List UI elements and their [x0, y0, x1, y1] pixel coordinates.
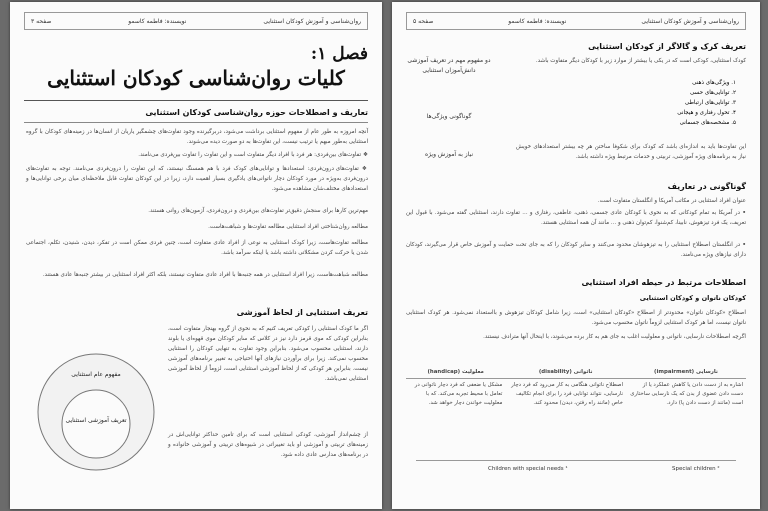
- criteria-list: [586, 78, 736, 128]
- chapter-title: کلیات روان‌شناسی کودکان استثنایی: [47, 66, 345, 90]
- bullet-text: در آمریکا به تمام کودکانی که به نحوی با کودکان عادی جسمی، ذهنی، عاطفی، رفتاری و ... تفاوت دارند، استثنایی گفته می‌شود. با قبول این تعریف، یک فرد تیزهوش، نابینا، کم‌شنوا، کم‌توان ذهنی و ... مانند آن همه استثنایی هستند.: [406, 210, 746, 226]
- paragraph: مطالعه تفاوت‌هاست، زیرا کودک استثنایی به نوعی از افراد عادی متفاوت است، چنین فردی ممکن است در تفکر، دیدن، شنیدن، تکلم، اجتماعی شدن یا حرکت کردن مشکلاتی داشته باشد یا اینکه سرآمد باشد.: [26, 240, 368, 256]
- footnote: Children with special needs ¹: [488, 466, 568, 472]
- bullet-text: تفاوت‌های درون‌فردی: استعدادها و توانایی‌های کودک فرد با هم همسنگ نیستند، که این تفاوت را درون‌فردی می‌نامند. توجه به تفاوت‌های درون‌فردی به‌ویژه در مورد کودکان دچار ناتوانی‌های یادگیری بسیار اهمیت دارد، زیرا در این کودکان تفاوت قابل ملاحظه‌ای میان برخی توانایی‌ها و استعدادهای مختلف‌شان مشاهده می‌شود.: [26, 166, 368, 192]
- table-cell: اشاره به از دست دادن یا کاهش عملکرد یا از دست دادن عضوی از بدن که یک نارسایی ساختاری است (مانند از دست دادن پا) دارد.: [630, 382, 743, 406]
- header-page-number: صفحه ۵: [413, 17, 434, 25]
- section-title: تعریف استثنایی از لحاظ آموزشی: [236, 308, 368, 317]
- column-header: معلولیت (handicap): [406, 366, 505, 379]
- header-author: نویسنده: فاطمه کاسمو: [128, 17, 187, 25]
- list-item: ۳. توانایی‌های ارتباطی: [684, 100, 736, 106]
- bullet-interindividual: [26, 150, 368, 160]
- side-note: گوناگونی ویژگی‌ها: [426, 113, 472, 120]
- section-title: اصطلاحات مرتبط در حیطه افراد استثنایی: [581, 278, 746, 287]
- list-item: ۴. تحول رفتاری و هیجانی: [677, 110, 736, 116]
- subsection-title: کودکان ناتوان و کودکان استثنایی: [639, 294, 746, 302]
- paragraph: اصطلاح «کودکان ناتوان» محدودتر از اصطلاح «کودکان استثنایی» است، زیرا شامل کودکان تیزهوش و بااستعداد نمی‌شود. هر کودک استثنایی ناتوان نیست، اما هر کودک استثنایی لزوماً ناتوان محسوب می‌شود.: [406, 310, 746, 326]
- header-book-title: روان‌شناسی و آموزش کودکان استثنایی: [263, 17, 361, 25]
- table-cell: مشکل یا ضعفی که فرد دچار ناتوانی در تعامل با محیط تجربه می‌کند. که با معلولیت خواندن دچار خواهد شد.: [414, 382, 503, 406]
- paragraph: مطالعه روان‌شناختی افراد استثنایی مطالعه تفاوت‌ها و شباهت‌هاست.: [208, 224, 368, 230]
- header-page-number: صفحه ۳: [31, 17, 52, 25]
- education-paragraph: اگر ما کودک استثنایی را کودکی تعریف کنیم که به نحوی از گروه بهنجار متفاوت است، بنابراین کودکی که موی قرمز دارد نیز در کلاس که سایر کودکان موی قهوه‌ای یا بلوند دارند، استثنایی محسوب می‌شود. بنابراین وجود تفاوت به تنهایی کودکان را استثنایی محسوب نمی‌کند. زیرا برای برآوردن نیازهای آنها احتیاجی به تغییر برنامه‌های آموزشی نیست. بنابراین هر کودکی که از لحاظ آموزشی استثنایی است، لزوماً از لحاظ آموزشی استثنایی نمی‌باشد.: [168, 326, 368, 382]
- terms-table: [406, 366, 746, 410]
- education-paragraph: از چشم‌انداز آموزشی، کودکی استثنایی است که برای تامین حداکثر توانایی‌اش در زمینه‌های تربیتی و آموزشی او باید تغییراتی در شیوه‌های تربیتی و آموزشی خانواده و در برنامه‌های مدارس عادی داده شود.: [168, 432, 368, 458]
- section-title: گوناگونی در تعاریف: [667, 182, 746, 191]
- chapter-label: فصل ۱:: [310, 44, 368, 64]
- table-header-row: [406, 366, 746, 379]
- table-cell: اصطلاح ناتوانی هنگامی به کار می‌رود که فرد دچار نارسایی، نتواند توانایی فرد را برای انجام تکالیف خاص (مانند راه رفتن، دیدن) محدود کند.: [511, 382, 623, 406]
- bullet-uk: [406, 240, 746, 260]
- bullet-icon: •: [740, 242, 746, 248]
- bullet-usa: [406, 208, 746, 228]
- side-note: نیاز به آموزش ویژه: [424, 151, 474, 158]
- divider: [24, 122, 368, 123]
- section-outro: این تفاوت‌ها باید به اندازه‌ای باشد که کودک برای شکوفا ساختن هر چه بیشتر استعدادهای خویش نیاز به برنامه‌های ویژه آموزشی، تربیتی و خدمات مرتبط ویژه داشته باشد.: [516, 144, 746, 160]
- header-author: نویسنده: فاطمه کاسمو: [508, 17, 567, 25]
- paragraph: اگرچه اصطلاحات نارسایی، ناتوانی و معلولیت اغلب به جای هم به کار برده می‌شوند، با اینحال آنها مترادف نیستند.: [483, 334, 746, 340]
- inner-label: تعریف آموزشی استثنایی: [65, 417, 127, 424]
- bullet-icon: ❖: [361, 152, 368, 158]
- paragraph: مطالعه شباهت‌هاست، زیرا افراد استثنایی در همه جنبه‌ها با افراد عادی متفاوت نیستند، بلکه اکثر افراد استثنایی در بیشتر جنبه‌ها عادی هستند.: [42, 272, 368, 278]
- footnote-divider: [416, 460, 736, 461]
- column-header: ناتوانی (disability): [505, 366, 626, 379]
- bullet-text: تفاوت‌های بین‌فردی: هر فرد با افراد دیگر متفاوت است و این تفاوت را تفاوت بین‌فردی می‌نامند.: [138, 152, 362, 158]
- page-header: [24, 12, 368, 30]
- section-title: تعریف کرک و گالاگر از کودکان استثنایی: [588, 42, 746, 51]
- side-note: دو مفهوم مهم در تعریف آموزشی دانش‌آموزان استثنایی: [407, 57, 491, 74]
- left-page: [10, 2, 382, 509]
- bullet-icon: •: [739, 210, 746, 216]
- list-item: ۲. توانایی‌های حسی: [690, 90, 736, 96]
- header-book-title: روان‌شناسی و آموزش کودکان استثنایی: [641, 17, 739, 25]
- bullet-text: در انگلستان اصطلاح استثنایی را به تیزهوشان محدود می‌کنند و سایر کودکان را که به جای تحت حمایت و آموزش خاص قرار می‌گیرند، کودکان دارای نیازهای ویژه می‌نامند.: [406, 242, 746, 258]
- list-item: ۵. مشخصه‌های جسمانی: [679, 120, 736, 126]
- column-header: نارسایی (impairment): [626, 366, 746, 379]
- bullet-icon: ❖: [358, 166, 368, 172]
- divider: [24, 100, 368, 101]
- right-page: [392, 2, 760, 509]
- section-intro: کودک استثنایی، کودکی است که در یکی یا بیشتر از موارد زیر با کودکان دیگر متفاوت باشد.: [535, 58, 746, 64]
- page-header: [406, 12, 746, 30]
- definition-diagram: [34, 350, 158, 474]
- table-row: [406, 379, 746, 411]
- section-title: تعاریف و اصطلاحات حوزه روان‌شناسی کودکان استثنایی: [145, 108, 368, 117]
- bullet-intraindividual: [26, 164, 368, 194]
- footnote: Special children ²: [672, 466, 720, 472]
- section-intro: عنوان افراد استثنایی در مکاتب آمریکا و انگلستان متفاوت است.: [597, 198, 746, 204]
- outer-label: مفهوم عام استثنایی: [71, 371, 121, 378]
- inner-circle: [62, 390, 130, 458]
- paragraph: مهم‌ترین کارها برای سنجش دقیق‌تر تفاوت‌های بین‌فردی و درون‌فردی، آزمون‌های روانی هستند.: [148, 208, 368, 214]
- intro-paragraph: آنچه امروزه به طور عام از مفهوم استثنایی برداشت می‌شود، دربرگیرنده وجود تفاوت‌های چشمگیر یاریان از انسان‌ها در زمینه‌های کودکان با گروه استثنایی به‌طور مبهم یا ترتیب نیست، این تفاوت‌ها به دو صورت دیده می‌شوند.: [26, 129, 368, 145]
- list-item: ۱. ویژگی‌های ذهنی: [692, 80, 736, 86]
